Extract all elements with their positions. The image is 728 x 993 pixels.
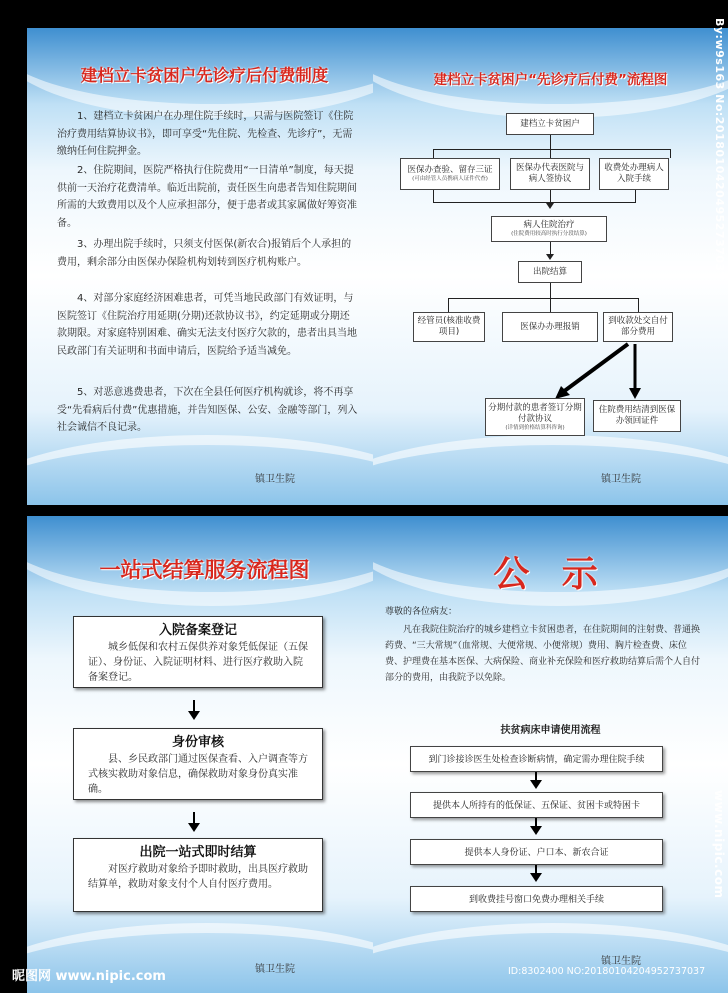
connector: [550, 190, 551, 202]
node-label: 收费处办理病人入院手续: [604, 163, 664, 184]
connector: [433, 190, 434, 202]
footer-signature: 镇卫生院: [255, 964, 295, 975]
node-label: 出院结算: [532, 266, 567, 277]
node-note: (可由经管人员携病人证件代查): [412, 176, 488, 182]
node-note: (详情到价格结算科咨询): [505, 424, 565, 431]
flow-node: [413, 312, 485, 342]
flow-node-start: [506, 113, 594, 135]
footer-signature: 镇卫生院: [601, 956, 641, 967]
arrow-down-icon: [546, 254, 554, 260]
connector: [448, 298, 638, 299]
flow-node: [593, 400, 681, 432]
step-heading: 入院备案登记: [158, 623, 237, 638]
connector: [550, 149, 551, 158]
rule-paragraph: 1、建档立卡贫困户在办理住院手续时，只需与医院签订《住院治疗费用结算协议书》，即可享受“先住院、先检查、先诊疗”，无需缴纳任何住院押金。: [57, 111, 354, 157]
footer-signature: 镇卫生院: [601, 474, 641, 485]
flow-node: [599, 158, 669, 190]
flow-node: [400, 158, 500, 190]
arrow-down-icon: [188, 711, 200, 720]
arrow-down-icon: [530, 780, 542, 789]
step-box: [73, 838, 323, 912]
greeting: 尊敬的各位病友：: [385, 607, 458, 617]
connector: [550, 135, 551, 149]
connector: [433, 202, 636, 203]
connector: [448, 298, 449, 312]
step-box: [73, 728, 323, 800]
arrow-down-icon: [546, 203, 554, 209]
flow-node: [518, 261, 582, 283]
poster-one-stop: [27, 516, 382, 993]
notice-text: 凡在我院住院治疗的城乡建档立卡贫困患者，在住院期间的注射费、普通换药费、“三大常规”（血常规、大便常规、小便常规）费用、胸片检查费、床位费、护理费在基本医保、大病保险、商业补充保险和医疗救助结算后需个人自付部分的费用，由我院予以免除。: [385, 625, 701, 683]
node-note: (住院费用较高时执行分段结算): [511, 231, 587, 237]
watermark-id: ID:8302400 NO:20180104204952737037: [508, 966, 706, 977]
flow-node: [502, 312, 598, 342]
flow-step: 到门诊接诊医生处检查诊断病情，确定需办理住院手续: [410, 746, 663, 772]
step-body: 对医疗救助对象给予即时救助，出具医疗救助结算单，救助对象支付个人自付医疗费用。: [88, 864, 308, 890]
poster-notice: [373, 516, 728, 993]
arrow-down-icon: [629, 388, 641, 399]
flow-node: [603, 312, 673, 342]
step-body: 城乡低保和农村五保供养对象凭低保证（五保证）、身份证、入院证明材料、进行医疗救助入院备案登记。: [88, 642, 308, 683]
connector: [563, 344, 628, 392]
decor-swoosh: [27, 435, 382, 505]
flow-title: 扶贫病床申请使用流程: [500, 725, 601, 736]
node-label: 住院费用结清到医保办领回证件: [598, 405, 676, 426]
flow-node: [510, 158, 590, 190]
flow-node: [491, 216, 607, 242]
rule-paragraph: 3、办理出院手续时，只须支付医保(新农合)报销后个人承担的费用，剩余部分由医保办保险机构划转到医疗机构账户。: [57, 239, 352, 268]
watermark-logo: 昵图网 www.nipic.com: [12, 969, 166, 984]
poster-title: 公 示: [493, 554, 608, 595]
connector: [550, 283, 551, 298]
poster-title: 一站式结算服务流程图: [99, 558, 310, 582]
node-label: 医保办代表医院与病人签协议: [515, 163, 584, 184]
connector: [433, 149, 434, 158]
step-heading: 身份审核: [171, 735, 224, 750]
footer-signature: 镇卫生院: [255, 474, 295, 485]
arrow-down-icon: [188, 823, 200, 832]
node-label: 经管员(核准收费项目): [417, 316, 481, 337]
step-heading: 出院一站式即时结算: [139, 845, 257, 860]
flow-step: 到收费挂号窗口免费办理相关手续: [410, 886, 663, 912]
connector: [638, 298, 639, 312]
node-label: 分期付款的患者签订分期付款协议: [488, 402, 582, 424]
node-label: 医保办查验、留存三证: [407, 165, 493, 175]
poster-flowchart: [373, 28, 728, 505]
diagonal-arrows: [373, 342, 728, 402]
flow-step: 提供本人所持有的低保证、五保证、贫困卡或特困卡: [410, 792, 663, 818]
rule-paragraph: 5、对恶意逃费患者，下次在全县任何医疗机构就诊，将不再享受“先看病后付费”优惠措施，并告知医保、公安、金融等部门，列入社会诚信不良记录。: [57, 387, 358, 433]
connector: [635, 190, 636, 202]
rule-paragraph: 4、对部分家庭经济困难患者，可凭当地民政部门有效证明，与医院签订《住院治疗用延期(分期)还款协议书》，约定延期或分期还款期限。对家庭特别困难、确实无法支付医疗欠款的，患者出具当地民政部门有关证明和书面申请后，医院给予适当减免。: [57, 293, 357, 357]
node-label: 医保办办理报销: [520, 321, 580, 332]
node-label: 建档立卡贫困户: [520, 118, 580, 129]
decor-swoosh: [373, 923, 728, 993]
connector: [670, 149, 671, 158]
side-watermark: By:w9s163 No:20180104204952737037: [713, 18, 726, 280]
node-label: 到收款处交自付部分费用: [608, 316, 668, 337]
side-watermark: www.nipic.com: [712, 790, 726, 899]
arrow-down-icon: [530, 873, 542, 882]
poster-system-rules: [27, 28, 382, 505]
poster-title: 建档立卡贫困户“先诊疗后付费”流程图: [433, 72, 668, 88]
poster-title: 建档立卡贫困户先诊疗后付费制度: [80, 66, 329, 85]
connector: [433, 149, 670, 150]
connector: [550, 298, 551, 312]
arrow-down-icon: [530, 826, 542, 835]
flow-node: [485, 398, 585, 436]
node-label: 病人住院治疗: [523, 220, 575, 230]
step-body: 县、乡民政部门通过医保查看、入户调查等方式核实救助对象信息，确保救助对象身份真实准确。: [88, 754, 308, 795]
rule-paragraph: 2、住院期间，医院严格执行住院费用“一日清单”制度，每天提供前一天治疗花费清单。临近出院前，责任医生向患者告知住院期间所需的大致费用以及个人应承担部分，便于患者或其家属做好筹资准备。: [57, 165, 357, 229]
decor-swoosh: [373, 435, 728, 505]
step-box: [73, 616, 323, 688]
flow-step: 提供本人身份证、户口本、新农合证: [410, 839, 663, 865]
